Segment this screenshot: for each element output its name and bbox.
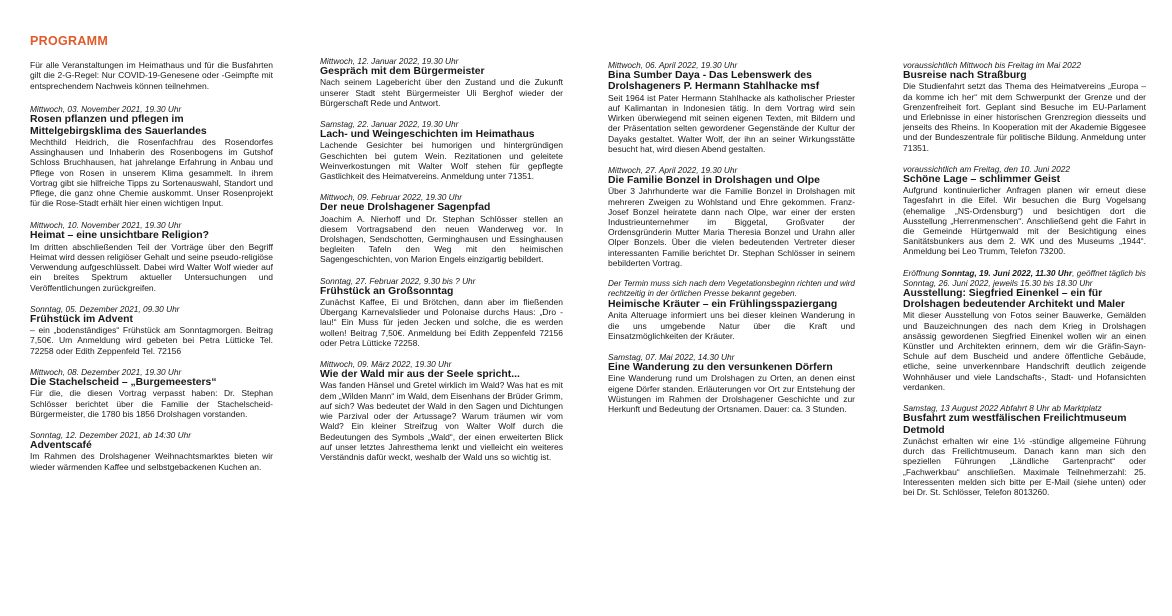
event-date: Mittwoch, 12. Januar 2022, 19.30 Uhr bbox=[320, 56, 459, 66]
event-description: Lachende Gesichter bei humorigen und hintergründigen Geschichten bei gutem Wein. Rezitationen und geleitete Weinverkostungen mit Walter Wolf stehen für gepflegte Gastlichkeit des Heimatvereins. Anmeldung unter 71351. bbox=[320, 140, 563, 182]
event-title: Bina Sumber Daya - Das Lebenswerk des Drolshageners P. Hermann Stahlhacke msf bbox=[608, 70, 820, 93]
event-date-main: Sonntag, 19. Juni 2022, 11.30 Uhr bbox=[941, 267, 1073, 278]
event-title: Wie der Wald mir aus der Seele spricht... bbox=[320, 369, 520, 381]
event-title: Heimat – eine unsichtbare Religion? bbox=[30, 230, 209, 242]
event-item bbox=[903, 268, 1146, 392]
event-item bbox=[320, 276, 563, 348]
column-1 bbox=[30, 34, 273, 483]
event-title: Schöne Lage – schlimmer Geist bbox=[903, 173, 1061, 185]
event-item bbox=[30, 220, 273, 292]
event-title: Gespräch mit dem Bürgermeister bbox=[320, 66, 485, 77]
event-title: Die Familie Bonzel in Drolshagen und Olpe bbox=[608, 175, 820, 187]
event-description: Im Rahmen des Drolshagener Weihnachtsmarktes bieten wir wieder wärmenden Kaffee und selbstgebackenen Kuchen an. bbox=[30, 451, 273, 472]
intro-text: Für alle Veranstaltungen im Heimathaus und für die Busfahrten gilt die 2-G-Regel: Nur COVID-19-Genesene oder -Geimpfte mit entsprechendem Nachweis können teilnehmen. bbox=[30, 60, 273, 91]
event-item bbox=[608, 60, 855, 154]
event-item bbox=[30, 367, 273, 419]
event-title: Rosen pflanzen und pflegen im Mittelgebirgsklima des Sauerlandes bbox=[30, 114, 207, 137]
event-description: Über 3 Jahrhunderte war die Familie Bonzel in Drolshagen mit mehreren Zweigen zu Wohlstand und Ehre gekommen. Franz-Josef Bonzel heiratete dann nach Olpe, war einer der ersten Industrieunternehmer im Biggetal, Großvater der Ordensgründerin Mutter Maria Theresia Bonzel und Urahn aller Olper Bonzels. Über die vielen bedeutenden Vertreter dieser interessanten Familie berichtet Dr. Stephan Schlösser in seinem bebilderten Vortrag. bbox=[608, 186, 855, 268]
event-date: Mittwoch, 08. Dezember 2021, 19.30 Uhr bbox=[30, 366, 182, 377]
event-description: Zunächst Kaffee, Ei und Brötchen, dann aber im fließenden Übergang Karnevalslieder und Polonaise durchs Haus: „Dro - lau!“ Ein Muss für jeden Jecken und solche, die es werden wollen! Beitrag 7,50€. Anmeldung bei Edith Zeppenfeld 72156 oder Petra Lütticke 72258. bbox=[320, 297, 563, 348]
event-date: Sonntag, 27. Februar 2022, 9.30 bis ? Uhr bbox=[320, 275, 476, 286]
event-date bbox=[903, 268, 1146, 288]
event-date: Sonntag, 12. Dezember 2021, ab 14:30 Uhr bbox=[30, 429, 191, 440]
event-description: Die Studienfahrt setzt das Thema des Heimatvereins „Europa – da komme ich her“ mit dem Schwerpunkt der Grenze und der Grenzenfreiheit fort. Geplant sind Besuche im EU-Parlament und Erlebnisse in einer historischen Grenzregion diesseits und jenseits des Rheins. In Kooperation mit der Akademie Biggesee und der Bundeszentrale für politische Bildung. Anmeldung unter 71351. bbox=[903, 81, 1146, 153]
event-description: Was fanden Hänsel und Gretel wirklich im Wald? Was hat es mit dem „Wilden Mann“ im Wald, dem Eisenhans der Brüder Grimm, auf sich? Was bedeutet der Wald in den Sagen und Dichtungen wie Parzival oder der Artussage? Warum träumen wir vom Wald? Ein kleiner Streifzug von Walter Wolf durch die Bedeutungen des Symbols „Wald“, der einen erweiterten Blick auf unser letztes Jahresthema lenkt und vielleicht ein weiteres Verständnis dafür weckt, weshalb der Wald uns so wichtig ist. bbox=[320, 380, 563, 462]
event-date: voraussichtlich Mittwoch bis Freitag im Mai 2022 bbox=[903, 60, 1081, 70]
column-2 bbox=[320, 56, 563, 473]
event-date: Mittwoch, 09. März 2022, 19.30 Uhr bbox=[320, 359, 452, 370]
event-description: Aufgrund kontinuierlicher Anfragen planen wir erneut diese Tagesfahrt in die Eifel. Wir besuchen die Burg Vogelsang (ehemalige „NS-Ordensburg“) und besichtigen dort die Ausstellung „Herrenmenschen“. Anschließend geht die Fahrt in die Gemeinde Hürtgenwald mit der Besichtigung eines Sanitätsbunkers aus dem 2. WK und des Museums „1944“. Anmeldung bei Leo Trumm, Telefon 73200. bbox=[903, 185, 1146, 257]
event-description: Joachim A. Nierhoff und Dr. Stephan Schlösser stellen an diesem Vortragsabend den neuen Wanderweg vor. In Drolshagen, Sendschotten, Germinghausen und Essinghausen begleiten Tafeln den Weg mit den heimischen Sagengeschichten, von Marion Engels einzigartig bebildert. bbox=[320, 213, 563, 265]
event-description: Zunächst erhalten wir eine 1½ -stündige allgemeine Führung durch das Freilichtmuseum. Danach kann man sich den speziellen Führungen „Ländliche Gartenpracht“ oder „Fachwerkbau“ anschließen. Maximale Teilnehmerzahl: 25. Interessenten melden sich bitte per E-Mail (siehe unten) oder bei Dr. St. Schlösser, Telefon 8013260. bbox=[903, 435, 1146, 497]
event-item bbox=[608, 352, 855, 414]
event-title: Heimische Kräuter – ein Frühlingsspaziergang bbox=[608, 299, 838, 311]
event-date: voraussichtlich am Freitag, den 10. Juni 2022 bbox=[903, 163, 1070, 174]
event-date: Mittwoch, 06. April 2022, 19.30 Uhr bbox=[608, 60, 738, 70]
event-date-prefix: Eröffnung bbox=[903, 267, 942, 278]
event-item bbox=[903, 403, 1146, 497]
event-description: Im dritten abschließenden Teil der Vorträge über den Begriff Heimat wird dessen religiöser Gehalt und seine pseudo-religiöse Verwendung aufgeschlüsselt. Dabei wird Walter Wolf wieder auf ein breites Spektrum aktueller Untersuchungen und Veröffentlichungen zurückgreifen. bbox=[30, 241, 273, 293]
event-description: – ein „bodenständiges“ Frühstück am Sonntagmorgen. Beitrag 7,50€. Um Anmeldung wird gebeten bei Petra Lütticke Tel. 72258 oder Edith Zeppenfeld Tel. 72156 bbox=[30, 325, 273, 356]
event-description: Für die, die diesen Vortrag verpasst haben: Dr. Stephan Schlösser berichtet über die Familie der Stachelscheid-Bürgermeister, die 1780 bis 1856 Drolshagen vorstanden. bbox=[30, 388, 273, 419]
event-title: Adventscafé bbox=[30, 439, 92, 451]
event-description: Nach seinem Lagebericht über den Zustand und die Zukunft unserer Stadt steht Bürgermeister Uli Berghof wieder der Bürgerschaft Rede und Antwort. bbox=[320, 77, 563, 108]
event-date: Samstag, 07. Mai 2022, 14.30 Uhr bbox=[608, 352, 735, 363]
event-item bbox=[608, 279, 855, 341]
event-title: Die Stachelscheid – „Burgemeesters“ bbox=[30, 376, 217, 388]
event-title: Ausstellung: Siegfried Einenkel – ein für Drolshagen bedeutender Architekt und Maler bbox=[903, 287, 1125, 311]
event-item bbox=[30, 104, 273, 208]
event-title: Busreise nach Straßburg bbox=[903, 70, 1027, 81]
event-date: Mittwoch, 27. April 2022, 19.30 Uhr bbox=[608, 165, 738, 176]
event-title: Frühstück an Großsonntag bbox=[320, 285, 454, 297]
event-description: Anita Alteruage informiert uns bei dieser kleinen Wanderung in die uns umgebende Natur über die Kraft und Einsatzmöglichkeiten der Kräuter. bbox=[608, 310, 855, 341]
event-item bbox=[30, 430, 273, 472]
event-title: Frühstück im Advent bbox=[30, 313, 133, 325]
event-item bbox=[320, 192, 563, 264]
event-date: Sonntag, 05. Dezember 2021, 09.30 Uhr bbox=[30, 303, 180, 314]
column-3 bbox=[608, 60, 855, 425]
event-item bbox=[320, 56, 563, 108]
event-date: Mittwoch, 03. November 2021, 19.30 Uhr bbox=[30, 104, 182, 115]
event-item bbox=[608, 165, 855, 268]
event-item bbox=[903, 164, 1146, 257]
event-description: Mechthild Heidrich, die Rosenfachfrau des Rosendorfes Assinghausen und Inhaberin des Rosenbogens im Gutshof Schloss Bruchhausen, hat jahrelange Erfahrung in Anbau und Pflege von Rosen in unserem Klima gesammelt. In ihrem Vortrag gibt sie hilfreiche Tipps zu Sortenauswahl, Standort und Pflege, die ganz ohne Chemie auskommt. Unser Rosenprojekt für die Rose-Stadt erhält hier einen wichtigen Input. bbox=[30, 137, 273, 209]
event-date: Mittwoch, 10. November 2021, 19.30 Uhr bbox=[30, 220, 182, 231]
event-title: Der neue Drolshagener Sagenpfad bbox=[320, 202, 491, 214]
event-item bbox=[320, 359, 563, 462]
event-date: Mittwoch, 09. Februar 2022, 19.30 Uhr bbox=[320, 192, 463, 203]
event-description: Seit 1964 ist Pater Hermann Stahlhacke als katholischer Priester auf Kalimantan in Indonesien tätig. In dem Vortrag wird sein Wirken überwiegend mit seinen eigenen Texten, mit Bildern und der Präsentation selten gewordener Gegenstände der Kultur der Dayaks gestaltet. Walter Wolf, der ihn an seiner Wirkungsstätte besucht hat, wird diesen Abend gestalten. bbox=[608, 92, 855, 154]
event-date: Samstag, 13 August 2022 Abfahrt 8 Uhr ab Marktplatz bbox=[903, 403, 1102, 414]
event-item bbox=[903, 60, 1146, 153]
event-item bbox=[320, 119, 563, 181]
event-description: Mit dieser Ausstellung von Fotos seiner Bauwerke, Gemälden und Bauzeichnungen des nach dem Krieg in Drolshagen ansässig gewordenen Siegfried Einenkel wollen wir an einen Künstler und Architekten erinnern, dem wir die Gräfin-Sayn-Schule auf dem Buscheid und andere öffentliche Gebäude, etliche, seine unverkennbare Handschrift deutlich zeigende Wohnhäuser und viele Landschafts-, Stadt- und Hofansichten verdanken. bbox=[903, 310, 1146, 392]
event-title: Lach- und Weingeschichten im Heimathaus bbox=[320, 129, 535, 141]
column-4 bbox=[903, 60, 1146, 508]
page-heading: PROGRAMM bbox=[30, 34, 109, 48]
event-title: Busfahrt zum westfälischen Freilichtmuseum Detmold bbox=[903, 413, 1127, 436]
event-item bbox=[30, 304, 273, 356]
event-date-note: Der Termin muss sich nach dem Vegetationsbeginn richten und wird rechtzeitig in der örtlichen Presse bekannt gegeben. bbox=[608, 279, 855, 299]
event-description: Eine Wanderung rund um Drolshagen zu Orten, an denen einst eigene Dörfer standen. Erläuterungen vor Ort zur Entstehung der Wüstungen im Rahmen der Drolshagener Geschichte und zur Herkunft und Bedeutung der Ortsnamen. Dauer: ca. 3 Stunden. bbox=[608, 373, 855, 415]
event-date: Samstag, 22. Januar 2022, 19.30 Uhr bbox=[320, 119, 459, 130]
event-date-suffix: , geöffnet täglich bis Sonntag, 26. Juni 2022, jeweils 15.30 bis 18.30 Uhr bbox=[903, 267, 1146, 288]
event-title: Eine Wanderung zu den versunkenen Dörfern bbox=[608, 362, 833, 374]
